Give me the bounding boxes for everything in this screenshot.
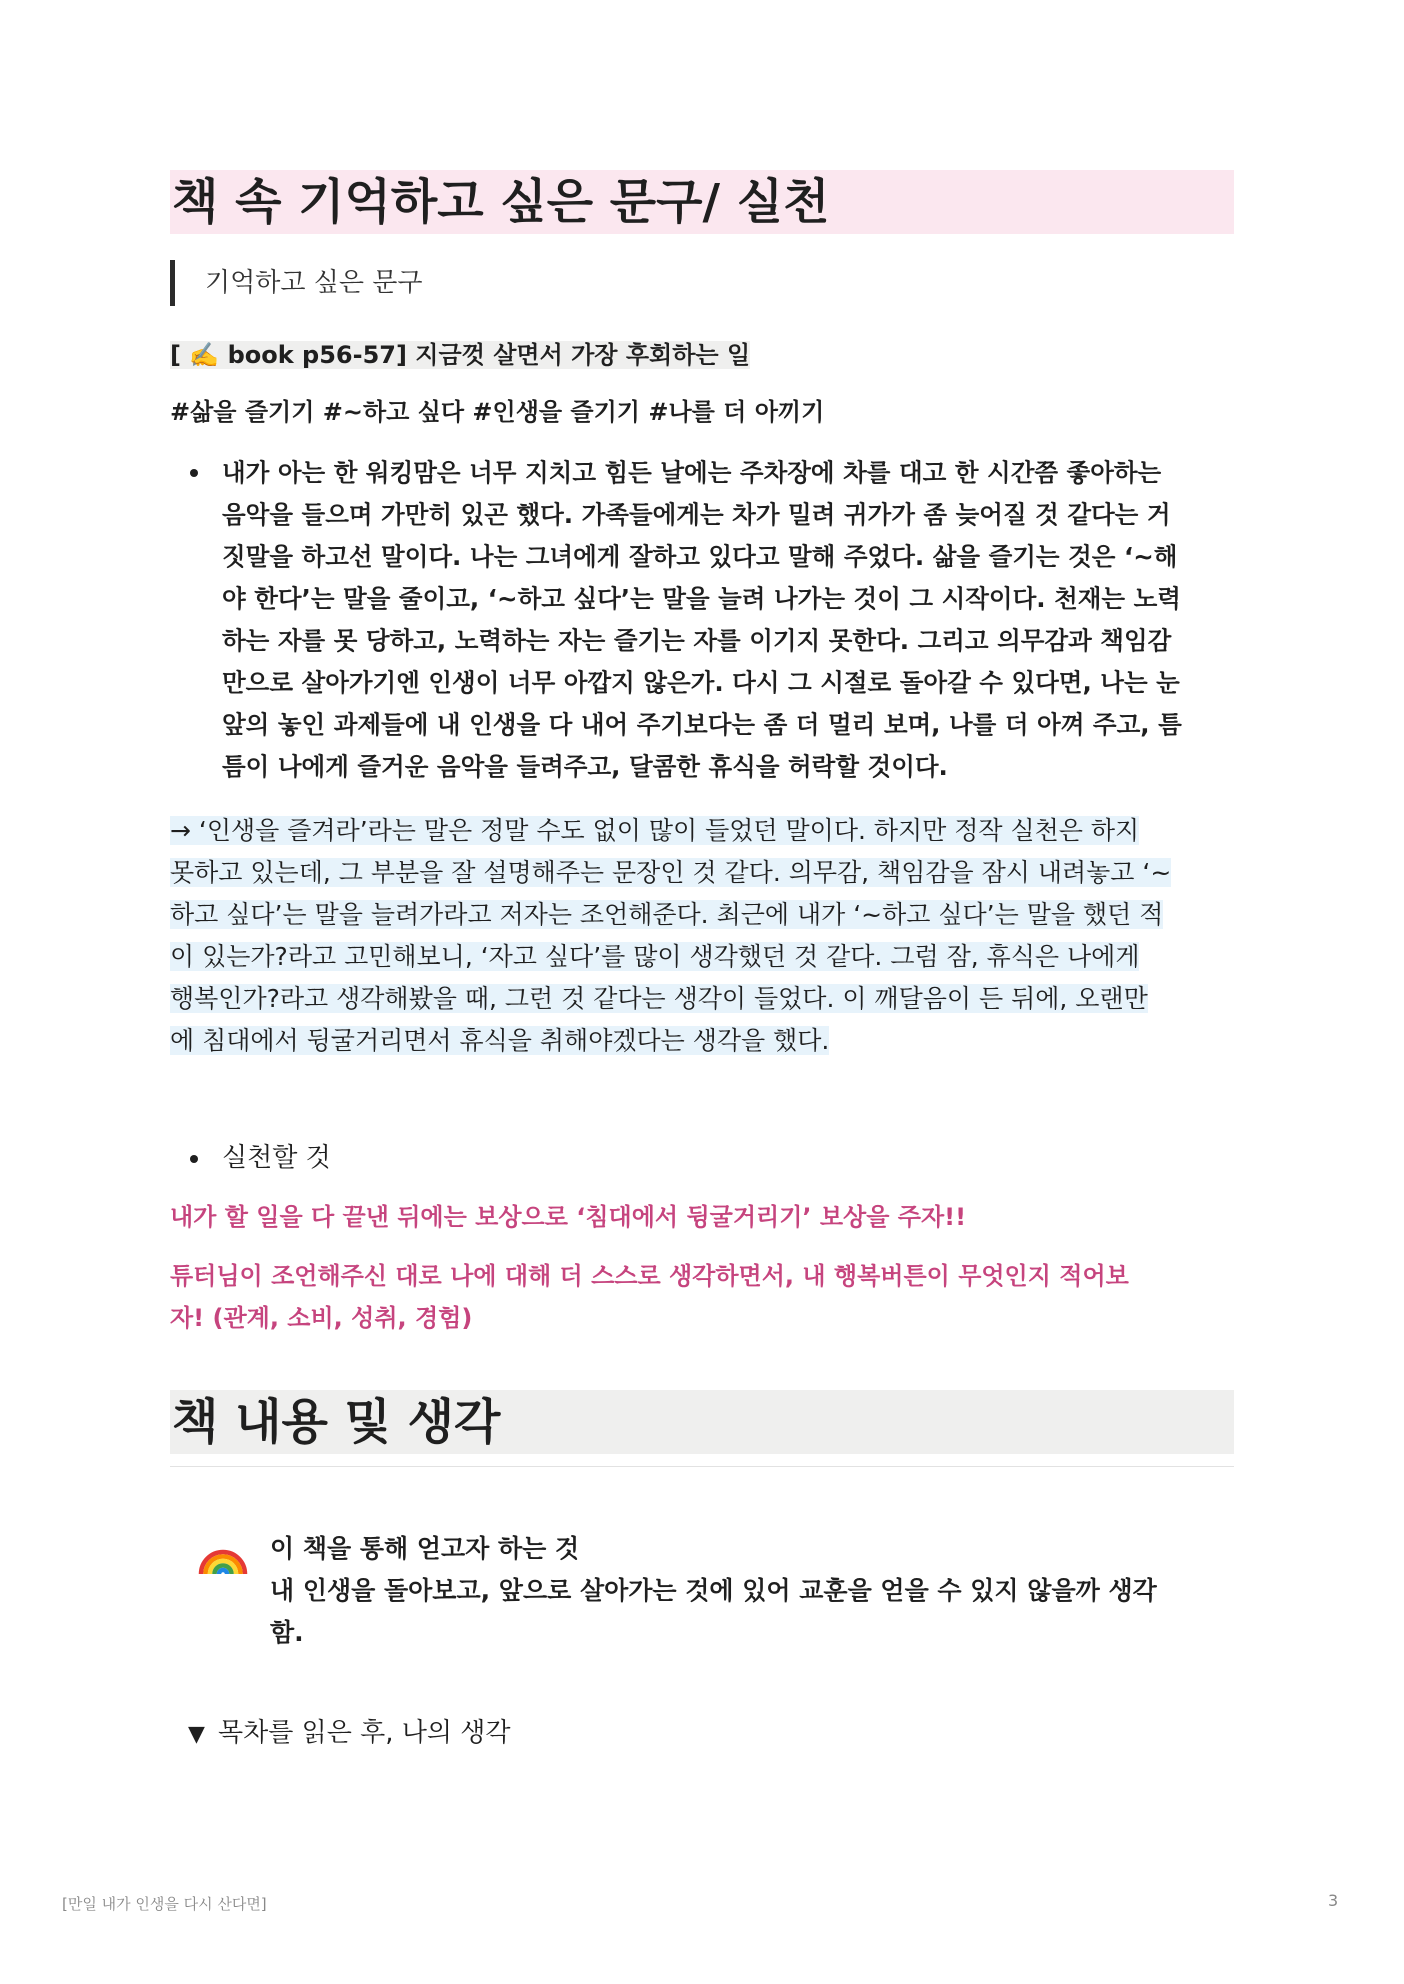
quote-block: 기억하고 싶은 문구: [170, 260, 422, 306]
bullet-line: 만으로 살아가기엔 인생이 너무 아깝지 않은가. 다시 그 시절로 돌아갈 수 있다면, 나는 눈: [222, 668, 1180, 697]
bullet-dot: [190, 1155, 198, 1163]
note-line: 행복인가?라고 생각해봤을 때, 그런 것 같다는 생각이 들었다. 이 깨달음이 든 뒤에, 오랜만: [170, 984, 1148, 1013]
bullet-line: 내가 아는 한 워킹맘은 너무 지치고 힘든 날에는 주차장에 차를 대고 한 시간쯤 좋아하는: [222, 458, 1162, 487]
callout-line: 함.: [270, 1618, 304, 1647]
bullet-quote-paragraph: [222, 452, 1234, 788]
footer-doc-title: [만일 내가 인생을 다시 산다면]: [62, 1895, 267, 1913]
note-line: → ‘인생을 즐겨라’라는 말은 정말 수도 없이 많이 들었던 말이다. 하지만 정작 실천은 하지: [170, 816, 1140, 845]
practice-item-reward: 내가 할 일을 다 끝낸 뒤에는 보상으로 ‘침대에서 뒹굴거리기’ 보상을 주자!!: [170, 1203, 967, 1231]
footer-page-number: 3: [1328, 1891, 1339, 1910]
toggle-label: 목차를 읽은 후, 나의 생각: [218, 1718, 511, 1748]
book-ref-prefix: [: [170, 341, 190, 369]
hashtags: #삶을 즐기기 #~하고 싶다 #인생을 즐기기 #나를 더 아끼기: [170, 398, 825, 426]
section-heading-book-content: 책 내용 및 생각: [170, 1390, 1234, 1454]
practice-line: 튜터님이 조언해주신 대로 나에 대해 더 스스로 생각하면서, 내 행복버튼이 무엇인지 적어보: [170, 1262, 1129, 1290]
toggle-toc-thoughts[interactable]: [188, 1712, 510, 1756]
section-heading-memorable-quotes: 책 속 기억하고 싶은 문구/ 실천: [170, 170, 1234, 234]
writing-hand-icon: ✍️: [189, 341, 220, 369]
note-line: 에 침대에서 뒹굴거리면서 휴식을 취해야겠다는 생각을 했다.: [170, 1026, 830, 1055]
bullet-line: 야 한다’는 말을 줄이고, ‘~하고 싶다’는 말을 늘려 나가는 것이 그 시작이다. 천재는 노력: [222, 584, 1181, 613]
note-line: 못하고 있는데, 그 부분을 잘 설명해주는 문장인 것 같다. 의무감, 책임감을 잠시 내려놓고 ‘~: [170, 858, 1172, 887]
callout-text: [270, 1528, 1210, 1654]
callout-line: 이 책을 통해 얻고자 하는 것: [270, 1534, 580, 1563]
practice-line: 자! (관계, 소비, 성취, 경험): [170, 1304, 473, 1332]
reflection-note: [170, 810, 1234, 1062]
book-reference: [170, 334, 750, 376]
divider: [170, 1466, 1234, 1467]
book-ref-text: book p56-57] 지금껏 살면서 가장 후회하는 일: [219, 341, 751, 369]
note-line: 이 있는가?라고 고민해보니, ‘자고 싶다’를 많이 생각했던 것 같다. 그럼 잠, 휴식은 나에게: [170, 942, 1140, 971]
bullet-line: 앞의 놓인 과제들에 내 인생을 다 내어 주기보다는 좀 더 멀리 보며, 나를 더 아껴 주고, 틈: [222, 710, 1182, 739]
bullet-line: 틈이 나에게 즐거운 음악을 들려주고, 달콤한 휴식을 허락할 것이다.: [222, 752, 948, 781]
bullet-line: 짓말을 하고선 말이다. 나는 그녀에게 잘하고 있다고 말해 주었다. 삶을 즐기는 것은 ‘~해: [222, 542, 1178, 571]
bullet-dot: [190, 469, 198, 477]
practice-label: 실천할 것: [222, 1143, 331, 1173]
rainbow-icon: [198, 1530, 248, 1580]
note-line: 하고 싶다’는 말을 늘려가라고 저자는 조언해준다. 최근에 내가 ‘~하고 싶다’는 말을 했던 적: [170, 900, 1164, 929]
toggle-triangle-icon[interactable]: ▼: [188, 1722, 205, 1747]
callout-line: 내 인생을 돌아보고, 앞으로 살아가는 것에 있어 교훈을 얻을 수 있지 않을까 생각: [270, 1576, 1157, 1605]
bullet-line: 하는 자를 못 당하고, 노력하는 자는 즐기는 자를 이기지 못한다. 그리고 의무감과 책임감: [222, 626, 1172, 655]
practice-item-happiness: [170, 1255, 1129, 1339]
bullet-line: 음악을 들으며 가만히 있곤 했다. 가족들에게는 차가 밀려 귀가가 좀 늦어질 것 같다는 거: [222, 500, 1171, 529]
